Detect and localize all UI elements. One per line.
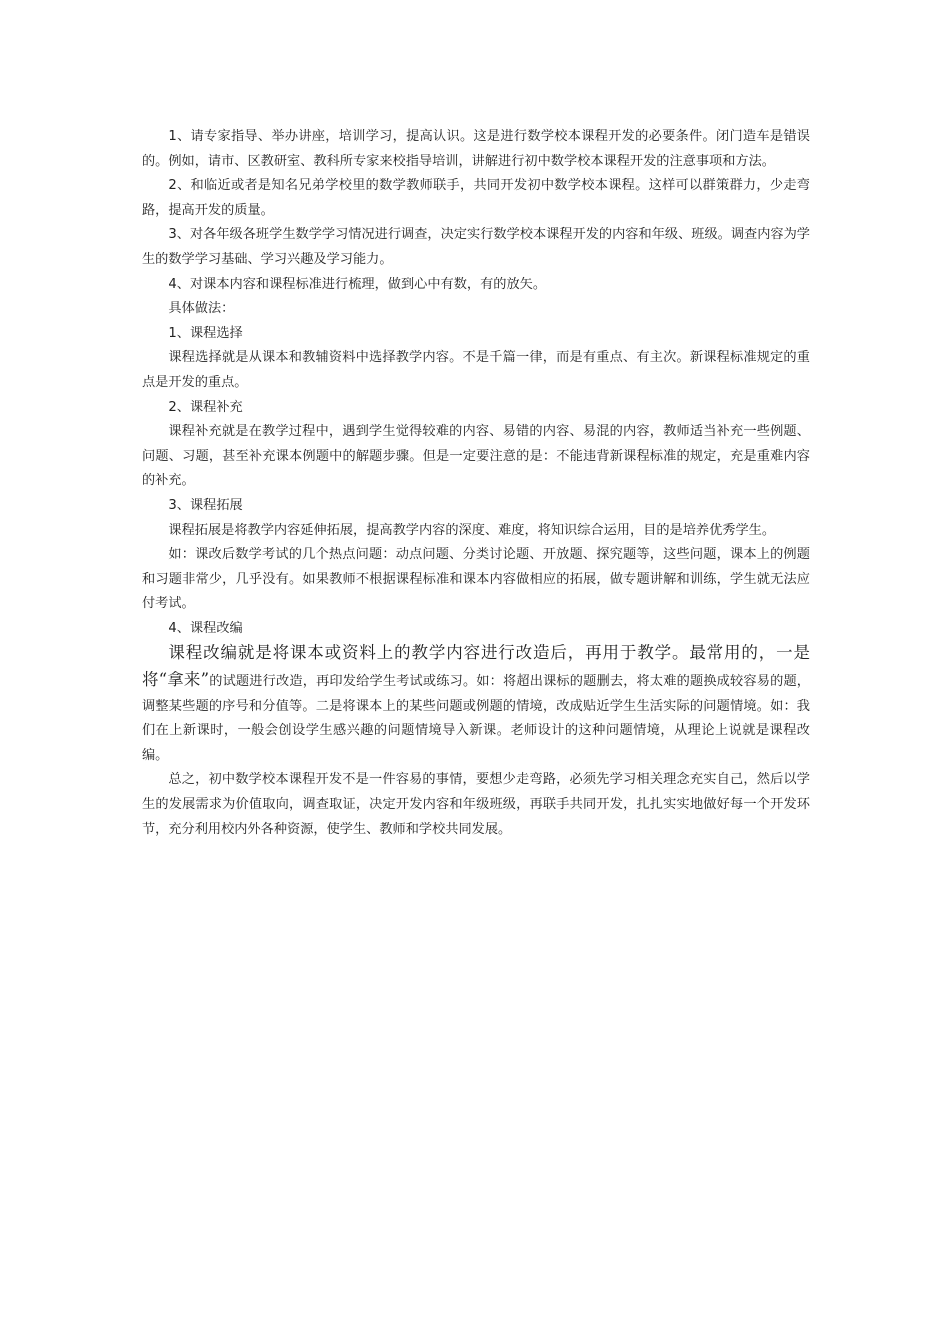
paragraph-1: 1、请专家指导、举办讲座，培训学习，提高认识。这是进行数学校本课程开发的必要条件。闭门造车是错误的。例如，请市、区教研室、教科所专家来校指导培训，讲解进行初中数学校本课程开发的注意事项和方法。 (142, 129, 810, 169)
summary-paragraph: 总之，初中数学校本课程开发不是一件容易的事情，要想少走弯路，必须先学习相关理念充实自己，然后以学生的发展需求为价值取向，调查取证，决定开发内容和年级班级，再联手共同开发，扎扎实实地做好每一个开发环节，充分利用校内外各种资源，使学生、教师和学校共同发展。 (142, 772, 810, 837)
section-heading-supplement: 2、课程补充 (168, 399, 243, 415)
adaptation-normal-text: 的试题进行改造，再印发给学生考试或练习。如：将超出课标的题删去，将太难的题换成较容易的题，调整某些题的序号和分值等。二是将课本上的某些问题或例题的情境，改成贴近学生生活实际的问题情境。如：我们在上新课时，一般会创设学生感兴趣的问题情境导入新课。老师设计的这种问题情境，从理论上说就是课程改编。 (142, 674, 810, 763)
selection-paragraph: 课程选择就是从课本和教辅资料中选择教学内容。不是千篇一律，而是有重点、有主次。新课程标准规定的重点是开发的重点。 (142, 350, 810, 390)
adaptation-paragraph (142, 641, 810, 768)
section-heading-adaptation: 4、课程改编 (168, 620, 243, 636)
paragraph-4: 4、对课本内容和课程标准进行梳理，做到心中有数，有的放矢。 (168, 276, 547, 292)
paragraph-3: 3、对各年级各班学生数学学习情况进行调查，决定实行数学校本课程开发的内容和年级、班级。调查内容为学生的数学学习基础、学习兴趣及学习能力。 (142, 227, 810, 267)
supplement-paragraph: 课程补充就是在教学过程中，遇到学生觉得较难的内容、易错的内容、易混的内容，教师适当补充一些例题、问题、习题，甚至补充课本例题中的解题步骤。但是一定要注意的是：不能违背新课程标准的规定，充是重难内容的补充。 (142, 424, 810, 489)
method-heading: 具体做法： (168, 301, 235, 317)
document-body (142, 125, 810, 842)
extension-paragraph: 课程拓展是将教学内容延伸拓展，提高教学内容的深度、难度，将知识综合运用，目的是培养优秀学生。 (168, 522, 776, 538)
paragraph-2: 2、和临近或者是知名兄弟学校里的数学教师联手，共同开发初中数学校本课程。这样可以群策群力，少走弯路，提高开发的质量。 (142, 178, 810, 218)
example-paragraph: 如：课改后数学考试的几个热点问题：动点问题、分类讨论题、开放题、探究题等，这些问题，课本上的例题和习题非常少，几乎没有。如果教师不根据课程标准和课本内容做相应的拓展，做专题讲解和训练，学生就无法应付考试。 (142, 547, 810, 612)
section-heading-selection: 1、课程选择 (168, 325, 243, 341)
section-heading-extension: 3、课程拓展 (168, 497, 243, 513)
adaptation-large-text: 课程改编就是将课本或资料上的教学内容进行改造后，再用于教学。最常用的，一是将“拿来” (142, 643, 810, 690)
